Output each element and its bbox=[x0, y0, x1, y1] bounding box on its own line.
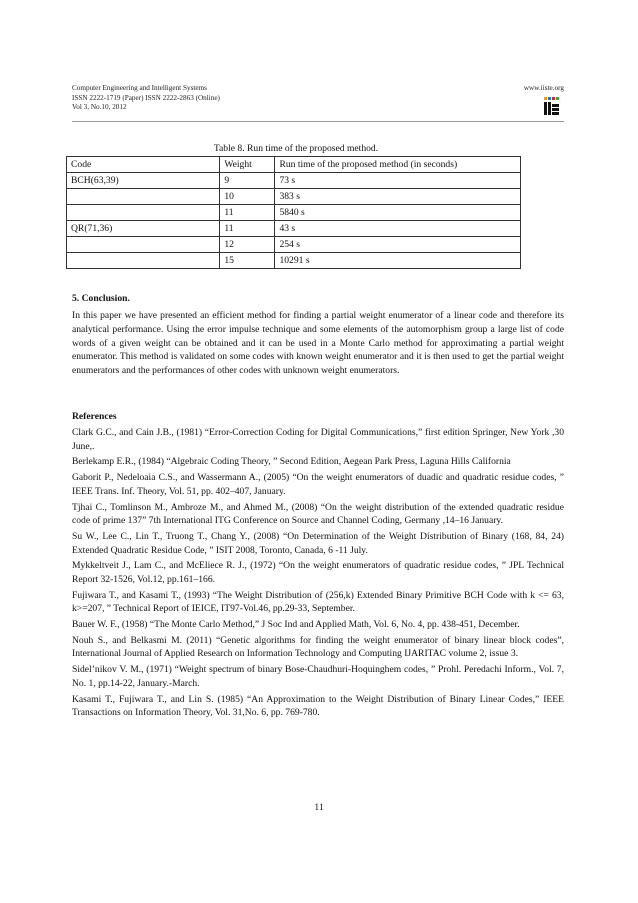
cell-weight: 11 bbox=[220, 221, 275, 237]
cell-code: BCH(63,39) bbox=[67, 173, 220, 189]
table-header-row bbox=[67, 157, 521, 173]
table-row bbox=[67, 253, 521, 269]
header-divider bbox=[72, 121, 564, 122]
reference-item: Su W., Lee C., Lin T., Truong T., Chang Y., (2008) “On Determination of the Weight Distribution of Binary (168, 84, 24) Extended Quadratic Residue Code, ” ISIT 2008, Toronto, Canada, 6 -11 July. bbox=[72, 530, 564, 556]
cell-weight: 10 bbox=[220, 189, 275, 205]
reference-item: Tjhai C., Tomlinson M., Ambroze M., and Ahmed M., (2008) “On the weight distribution of the extended quadratic residue code of prime 137” 7th International ITG Conference on Source and Channel Coding, Germany ,14–16 January. bbox=[72, 501, 564, 527]
cell-code bbox=[67, 253, 220, 269]
cell-code: QR(71,36) bbox=[67, 221, 220, 237]
cell-code bbox=[67, 205, 220, 221]
cell-weight: 12 bbox=[220, 237, 275, 253]
journal-website: www.iiste.org bbox=[523, 84, 564, 92]
volume-line: Vol 3, No.10, 2012 bbox=[72, 103, 127, 112]
table-row bbox=[67, 205, 521, 221]
cell-weight: 11 bbox=[220, 205, 275, 221]
header-code: Code bbox=[67, 157, 220, 173]
page-header bbox=[72, 84, 564, 118]
references-list bbox=[72, 426, 564, 722]
reference-item: Berlekamp E.R., (1984) “Algebraic Coding Theory, ” Second Edition, Aegean Park Press, Laguna Hills California bbox=[72, 456, 511, 468]
journal-name: Computer Engineering and Intelligent Systems bbox=[72, 84, 207, 92]
reference-item: Bauer W. F., (1958) “The Monte Carlo Method,” J Soc Ind and Applied Math, Vol. 6, No. 4, pp. 438-451, December. bbox=[72, 619, 520, 631]
cell-time: 10291 s bbox=[275, 253, 521, 269]
cell-time: 5840 s bbox=[275, 205, 521, 221]
header-weight: Weight bbox=[220, 157, 275, 173]
reference-item: Sidel’nikov V. M., (1971) “Weight spectrum of binary Bose-Chaudhuri-Hoquinghem codes, ” Prohl. Peredachi Inform., Vol. 7, No. 1, pp.14-22, January.-March. bbox=[72, 664, 564, 689]
issn-line: ISSN 2222-1719 (Paper) ISSN 2222-2863 (Online) bbox=[72, 93, 220, 102]
cell-weight: 15 bbox=[220, 253, 275, 269]
reference-item: Nouh S., and Belkasmi M. (2011) “Genetic algorithms for finding the weight enumerator of binary linear block codes”, International Journal of Applied Research on Information Technology and Computing IJARITAC volume 2, issue 3. bbox=[72, 634, 564, 660]
table-row bbox=[67, 237, 521, 253]
reference-item: Clark G.C., and Cain J.B., (1981) “Error-Correction Coding for Digital Communications,” first edition Springer, New York ,30 June,. bbox=[72, 427, 564, 452]
cell-time: 73 s bbox=[275, 173, 521, 189]
reference-item: Mykkeltveit J., Lam C., and McEliece R. J., (1972) “On the weight enumerators of quadratic residue codes, ” JPL Technical Report 32-1526, Vol.12, pp.161–166. bbox=[72, 560, 564, 585]
runtime-table bbox=[66, 156, 521, 269]
cell-time: 254 s bbox=[275, 237, 521, 253]
cell-code bbox=[67, 237, 220, 253]
table-row bbox=[67, 221, 521, 237]
table-row bbox=[67, 173, 521, 189]
iiste-logo-icon bbox=[542, 96, 562, 116]
table-caption: Table 8. Run time of the proposed method. bbox=[213, 143, 379, 154]
reference-item: Kasami T., Fujiwara T., and Lin S. (1985) “An Approximation to the Weight Distribution of Binary Linear Codes,” IEEE Transactions on Information Theory, Vol. 31,No. 6, pp. 769-780. bbox=[72, 693, 564, 719]
conclusion-heading: 5. Conclusion. bbox=[72, 293, 130, 304]
cell-time: 43 s bbox=[275, 221, 521, 237]
page-number: 11 bbox=[314, 802, 324, 813]
cell-code bbox=[67, 189, 220, 205]
journal-info bbox=[72, 84, 220, 113]
cell-weight: 9 bbox=[220, 173, 275, 189]
cell-time: 383 s bbox=[275, 189, 521, 205]
header-runtime: Run time of the proposed method (in seconds) bbox=[275, 157, 521, 173]
table-row bbox=[67, 189, 521, 205]
references-heading: References bbox=[72, 411, 117, 422]
reference-item: Gaborit P., Nedeloaia C.S., and Wassermann A., (2005) “On the weight enumerators of duadic and quadratic residue codes, ” IEEE Trans. Inf. Theory, Vol. 51, pp. 402–407, January. bbox=[72, 472, 564, 497]
reference-item: Fujiwara T., and Kasami T., (1993) “The Weight Distribution of (256,k) Extended Binary Primitive BCH Code with k <= 63, k>=207, ” Technical Report of IEICE, IT97-Vol.46, pp.29-33, September. bbox=[72, 589, 564, 615]
conclusion-paragraph: In this paper we have presented an efficient method for finding a partial weight enumerator of a linear code and therefore its analytical performance. Using the error impulse technique and some elements of the automorphism group a large list of code words of a given weight can be obtained and it can be used in a Monte Carlo method for approximating a partial weight enumerator. This method is validated on some codes with known weight enumerator and it is then used to get the partial weight enumerators and the performances of other codes with unknown weight enumerators. bbox=[72, 310, 564, 377]
